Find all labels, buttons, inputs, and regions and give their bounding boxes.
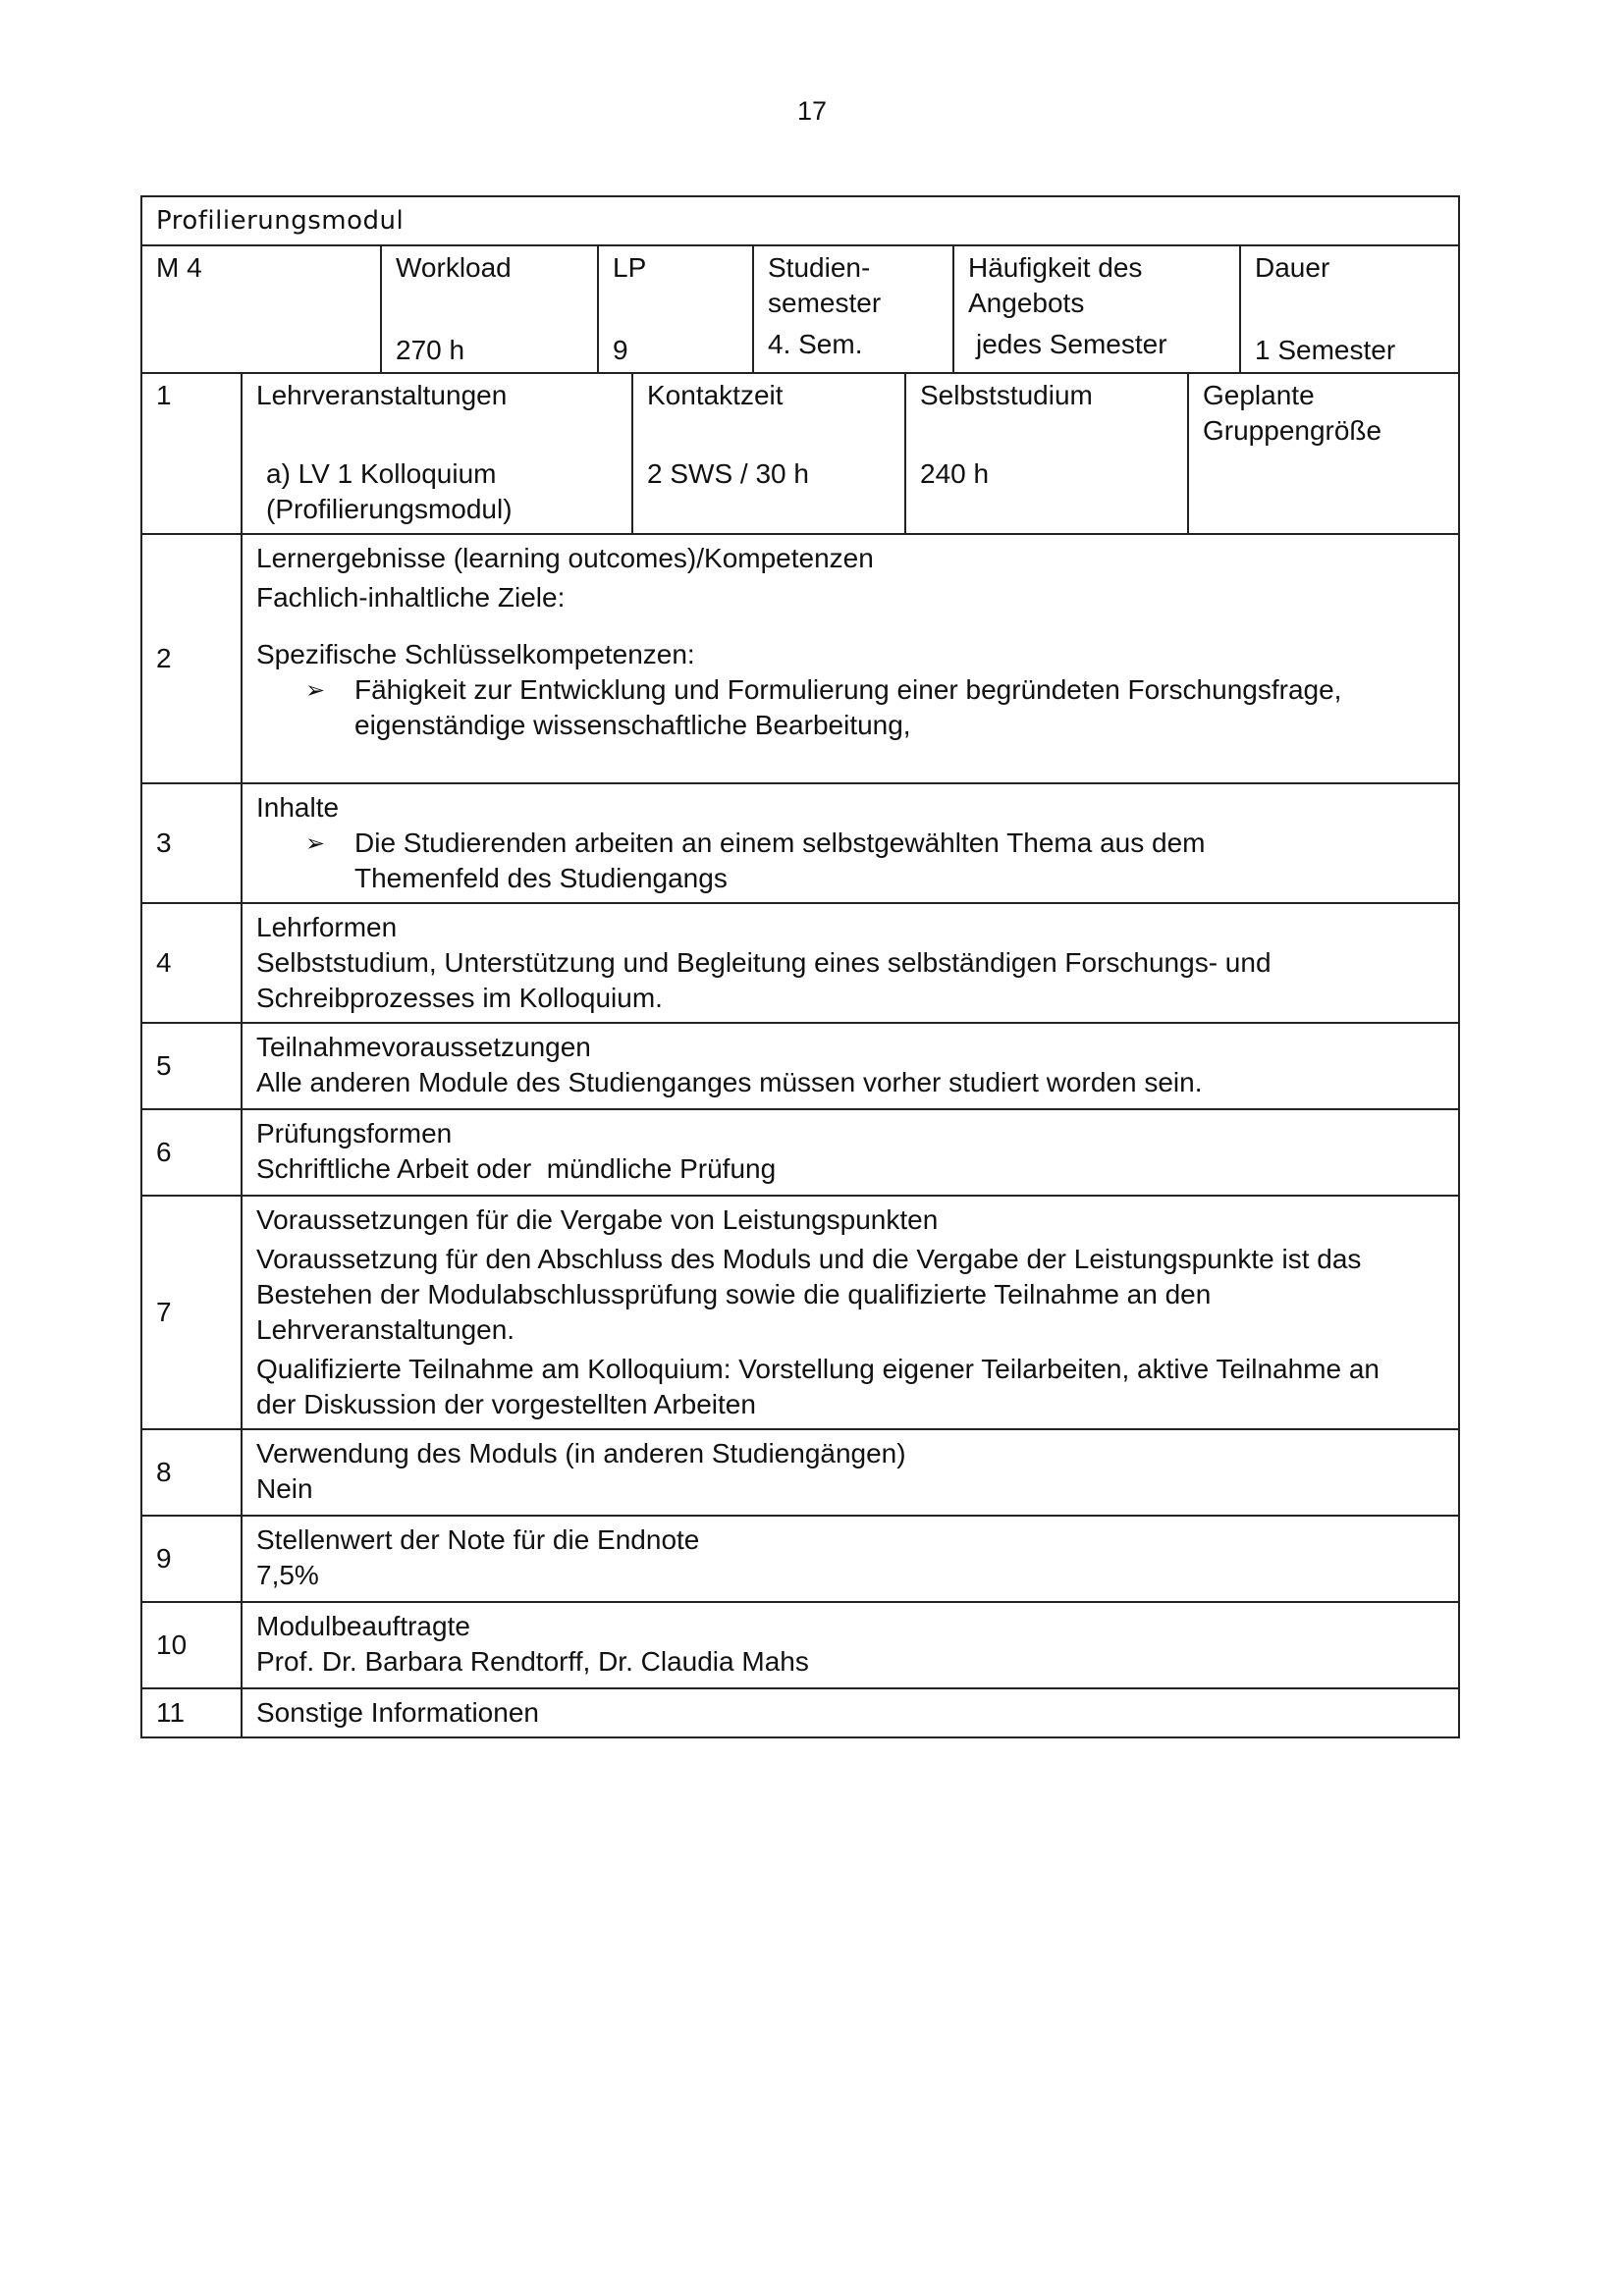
section-number: 4 — [141, 903, 242, 1023]
section-subtitle: Spezifische Schlüsselkompetenzen: — [256, 639, 695, 669]
self-study-cell — [905, 373, 1188, 534]
self-study-header: Selbststudium — [920, 380, 1093, 410]
module-description-table — [140, 195, 1458, 1738]
section-title: Voraussetzungen für die Vergabe von Leistungspunkten — [256, 1204, 939, 1235]
sections-table — [140, 533, 1460, 1738]
frequency-cell — [953, 245, 1240, 373]
self-study-value: 240 h — [920, 458, 990, 489]
section-number: 11 — [141, 1688, 242, 1737]
section-number: 10 — [141, 1602, 242, 1688]
duration-value: 1 Semester — [1255, 335, 1396, 365]
section-text: 7,5% — [256, 1560, 319, 1590]
section-title: Verwendung des Moduls (in anderen Studiengängen) — [256, 1438, 906, 1468]
courses-cell — [242, 373, 632, 534]
contact-header: Kontaktzeit — [647, 380, 784, 410]
semester-value: 4. Sem. — [768, 329, 863, 359]
section-number: 8 — [141, 1429, 242, 1516]
section-teaching-forms — [242, 903, 1459, 1023]
section-title: Lernergebnisse (learning outcomes)/Kompetenzen — [256, 543, 874, 573]
section-credit-requirements — [242, 1196, 1459, 1429]
workload-value: 270 h — [396, 335, 465, 365]
section-text: Alle anderen Module des Studienganges müssen vorher studiert worden sein. — [256, 1067, 1203, 1097]
section-exam-forms — [242, 1109, 1459, 1196]
course-name: a) LV 1 Kolloquium (Profilierungsmodul) — [266, 458, 513, 524]
bullet-item: ➢ Fähigkeit zur Entwicklung und Formulierung einer begründeten Forschungsfrage, eigenständige wissenschaftliche Bearbeitung, — [305, 672, 1444, 743]
group-size-cell — [1188, 373, 1459, 534]
section-other-info — [242, 1688, 1459, 1737]
semester-cell — [753, 245, 953, 373]
section-text: Qualifizierte Teilnahme am Kolloquium: Vorstellung eigener Teilarbeiten, aktive Teilnahme an der Diskussion der vorgestellten Arbeiten — [256, 1354, 1380, 1419]
section-number: 3 — [141, 783, 242, 903]
section-title: Inhalte — [256, 792, 340, 823]
module-header-table — [140, 195, 1460, 374]
section-text: Schriftliche Arbeit oder mündliche Prüfung — [256, 1153, 777, 1184]
module-code: M 4 — [141, 245, 381, 373]
section-module-coordinators — [242, 1602, 1459, 1688]
contact-cell — [632, 373, 905, 534]
section-grade-weight — [242, 1516, 1459, 1602]
courses-table — [140, 372, 1460, 535]
courses-header: Lehrveranstaltungen — [256, 380, 508, 410]
frequency-value: jedes Semester — [976, 329, 1167, 359]
section-text: Nein — [256, 1473, 313, 1504]
section-title: Prüfungsformen — [256, 1118, 453, 1148]
section-title: Stellenwert der Note für die Endnote — [256, 1524, 700, 1555]
section-subtitle: Fachlich-inhaltliche Ziele: — [256, 582, 566, 613]
section-title: Teilnahmevoraussetzungen — [256, 1032, 591, 1062]
workload-cell — [381, 245, 598, 373]
lp-value: 9 — [613, 335, 628, 365]
section-text: Prof. Dr. Barbara Rendtorff, Dr. Claudia Mahs — [256, 1646, 809, 1677]
lp-label: LP — [613, 252, 647, 283]
lp-cell — [598, 245, 753, 373]
bullet-item: ➢ Die Studierenden arbeiten an einem selbstgewählten Thema aus dem Themenfeld des Studiengangs — [305, 826, 1326, 896]
page-number: 17 — [796, 96, 828, 126]
section-text: Voraussetzung für den Abschluss des Moduls und die Vergabe der Leistungspunkte ist das Bestehen der Modulabschlussprüfung sowie die qualifizierte Teilnahme an den Lehrveranstaltungen. — [256, 1244, 1362, 1345]
frequency-label: Häufigkeit des Angebots — [968, 252, 1143, 318]
module-title: Profilierungsmodul — [141, 196, 1459, 245]
section-text: Selbststudium, Unterstützung und Begleitung eines selbständigen Forschungs- und Schreibprozesses im Kolloquium. — [256, 947, 1272, 1013]
section-learning-outcomes — [242, 534, 1459, 783]
section-number: 7 — [141, 1196, 242, 1429]
section-number: 6 — [141, 1109, 242, 1196]
duration-cell — [1240, 245, 1459, 373]
group-size-header: Geplante Gruppengröße — [1203, 380, 1382, 446]
semester-label: Studien- semester — [768, 252, 882, 318]
section-module-usage — [242, 1429, 1459, 1516]
section-number: 2 — [141, 534, 242, 783]
section-title: Lehrformen — [256, 912, 398, 942]
section-title: Modulbeauftragte — [256, 1611, 470, 1641]
section-title: Sonstige Informationen — [256, 1697, 539, 1728]
section-contents — [242, 783, 1459, 903]
section-number: 9 — [141, 1516, 242, 1602]
section-number: 1 — [141, 373, 242, 534]
section-prerequisites — [242, 1023, 1459, 1109]
section-number: 5 — [141, 1023, 242, 1109]
workload-label: Workload — [396, 252, 512, 283]
contact-value: 2 SWS / 30 h — [647, 458, 809, 489]
duration-label: Dauer — [1255, 252, 1330, 283]
